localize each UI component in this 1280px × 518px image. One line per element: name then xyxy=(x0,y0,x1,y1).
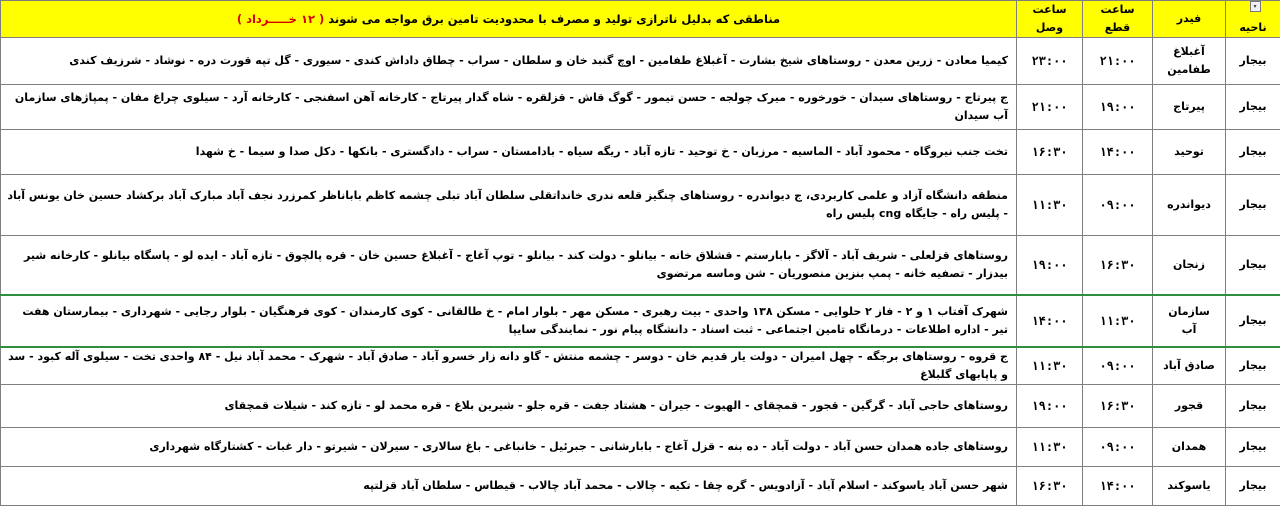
feeder-cell: همدان xyxy=(1153,428,1226,467)
cut-time-cell: ۱۱:۳۰ xyxy=(1083,295,1153,347)
connect-time-cell: ۲۱:۰۰ xyxy=(1017,85,1083,130)
connect-time-cell: ۲۳:۰۰ xyxy=(1017,38,1083,85)
connect-time-cell: ۱۱:۳۰ xyxy=(1017,347,1083,385)
locations-cell: ج پیرتاج - روستاهای سیدان - خورخوره - میرک چولجه - حسن تیمور - گوگ قاش - قزلقره - شاه گدار پیرتاج - کارخانه آهن اسفنجی - کارخانه آرد - سیلوی چراغ مفان - پمپاژهای سازمان آب سیدان xyxy=(1,85,1017,130)
locations-cell: روستاهای حاجی آباد - گرگین - قجور - قمچقای - الهیوت - جیران - هشتاد جفت - قره جلو - شیرین بلاغ - قره محمد لو - تازه کند - شیلات قمچقای xyxy=(1,385,1017,428)
feeder-cell: سازمان آب xyxy=(1153,295,1226,347)
connect-time-cell: ۱۴:۰۰ xyxy=(1017,295,1083,347)
cut-time-cell: ۱۶:۳۰ xyxy=(1083,236,1153,296)
area-cell: بیجار xyxy=(1226,130,1280,175)
table-row xyxy=(1,236,1280,296)
connect-time-cell: ۱۱:۳۰ xyxy=(1017,175,1083,236)
cut-time-cell: ۱۹:۰۰ xyxy=(1083,85,1153,130)
cut-time-cell: ۲۱:۰۰ xyxy=(1083,38,1153,85)
locations-cell: روستاهای قزلعلی - شریف آباد - آلاگز - بابارستم - قشلاق خانه - بیانلو - دولت کند - بیانلو - توپ آغاج - آغبلاغ حسین خان - قره پالچوق - تازه آباد - ایده لو - پاسگاه بیانلو - کارخانه شیر بیدزار - تصفیه خانه - پمپ بنزین منصوریان - شن وماسه مرتضوی xyxy=(1,236,1017,296)
header-area[interactable]: ▾ناحیه xyxy=(1226,1,1280,38)
connect-time-cell: ۱۶:۳۰ xyxy=(1017,130,1083,175)
area-cell: بیجار xyxy=(1226,295,1280,347)
table-row xyxy=(1,175,1280,236)
table-row xyxy=(1,38,1280,85)
header-cut-time: ساعت قطع xyxy=(1083,1,1153,38)
feeder-cell: آغبلاغ طفامین xyxy=(1153,38,1226,85)
area-cell: بیجار xyxy=(1226,85,1280,130)
feeder-cell: توحید xyxy=(1153,130,1226,175)
connect-time-cell: ۱۱:۳۰ xyxy=(1017,428,1083,467)
area-cell: بیجار xyxy=(1226,236,1280,296)
filter-icon[interactable]: ▾ xyxy=(1250,1,1261,12)
area-cell: بیجار xyxy=(1226,175,1280,236)
feeder-cell: یاسوکند xyxy=(1153,467,1226,506)
locations-cell: شهر حسن آباد یاسوکند - اسلام آباد - آزادویس - گره چقا - تکیه - چالاب - محمد آباد چالاب - قیطاس - سلطان آباد قزلتپه xyxy=(1,467,1017,506)
connect-time-cell: ۱۹:۰۰ xyxy=(1017,236,1083,296)
header-feeder: فیدر xyxy=(1153,1,1226,38)
locations-cell: تخت جنب نیروگاه - محمود آباد - الماسیه - مرزبان - خ توحید - تازه آباد - ریگه سیاه - بادامستان - سراب - دادگستری - بانکها - دکل صدا و سیما - خ شهدا xyxy=(1,130,1017,175)
feeder-cell: پیرتاج xyxy=(1153,85,1226,130)
table-row xyxy=(1,130,1280,175)
area-cell: بیجار xyxy=(1226,347,1280,385)
table-row xyxy=(1,385,1280,428)
feeder-cell: قجور xyxy=(1153,385,1226,428)
area-cell: بیجار xyxy=(1226,467,1280,506)
table-row xyxy=(1,295,1280,347)
area-cell: بیجار xyxy=(1226,385,1280,428)
locations-cell: کیمیا معادن - زرین معدن - روستاهای شیخ بشارت - آغبلاغ طفامین - اوچ گنبد خان و سلطان - سراب - چطاق داداش کندی - سیوری - گل تپه قورت دره - نوشاد - شرزیف کندی xyxy=(1,38,1017,85)
cut-time-cell: ۰۹:۰۰ xyxy=(1083,428,1153,467)
cut-time-cell: ۰۹:۰۰ xyxy=(1083,175,1153,236)
locations-cell: منطقه دانشگاه آزاد و علمی کاربردی، ج دیواندره - روستاهای چنگیز قلعه ندری خانداتقلی سلطان آباد تبلی چشمه کاظم باباناظر کمرزرد نجف آباد مبارک آباد برکشاد حسین خان یونس آباد - پلیس راه - جایگاه cng پلیس راه xyxy=(1,175,1017,236)
title-date: ( ۱۲ خـــــرداد ) xyxy=(236,12,325,26)
cut-time-cell: ۱۴:۰۰ xyxy=(1083,130,1153,175)
table-row xyxy=(1,428,1280,467)
header-connect-time: ساعت وصل xyxy=(1017,1,1083,38)
connect-time-cell: ۱۹:۰۰ xyxy=(1017,385,1083,428)
feeder-cell: دیواندره xyxy=(1153,175,1226,236)
title-main: مناطقی که بدلیل ناترازی تولید و مصرف با محدودیت تامین برق مواجه می شوند xyxy=(328,12,781,26)
cut-time-cell: ۰۹:۰۰ xyxy=(1083,347,1153,385)
locations-cell: روستاهای جاده همدان حسن آباد - دولت آباد - ده بنه - قزل آغاج - بابارشانی - جبرئیل - خانباغی - باغ سالاری - سیرلان - شیرتو - دار غبات - کشتارگاه شهرداری xyxy=(1,428,1017,467)
table-row xyxy=(1,347,1280,385)
table-row xyxy=(1,467,1280,506)
table-row xyxy=(1,85,1280,130)
area-cell: بیجار xyxy=(1226,428,1280,467)
cut-time-cell: ۱۶:۳۰ xyxy=(1083,385,1153,428)
locations-cell: ج قروه - روستاهای برجگه - چهل امیران - دولت یار قدیم خان - دوسر - چشمه منتش - گاو دانه زار خسرو آباد - صادق آباد - شهرک - محمد آباد نیل - ۸۴ واحدی تخت - سیلوی آله کبود - سد و پاپابهای گلبلاغ xyxy=(1,347,1017,385)
feeder-cell: صادق آباد xyxy=(1153,347,1226,385)
locations-cell: شهرک آفتاب ۱ و ۲ - فاز ۲ حلوایی - مسکن ۱۳۸ واحدی - بیت رهبری - مسکن مهر - بلوار امام - خ طالقانی - کوی کارمندان - کوی فرهنگیان - بلوار رجایی - شهرداری - بیمارستان هفت تیر - اداره اطلاعات - درمانگاه تامین اجتماعی - ثبت اسناد - دانشگاه پیام نور - نمایندگی سایپا xyxy=(1,295,1017,347)
header-row xyxy=(1,1,1280,38)
area-cell: بیجار xyxy=(1226,38,1280,85)
header-title xyxy=(1,1,1017,38)
connect-time-cell: ۱۶:۳۰ xyxy=(1017,467,1083,506)
feeder-cell: زنجان xyxy=(1153,236,1226,296)
cut-time-cell: ۱۴:۰۰ xyxy=(1083,467,1153,506)
